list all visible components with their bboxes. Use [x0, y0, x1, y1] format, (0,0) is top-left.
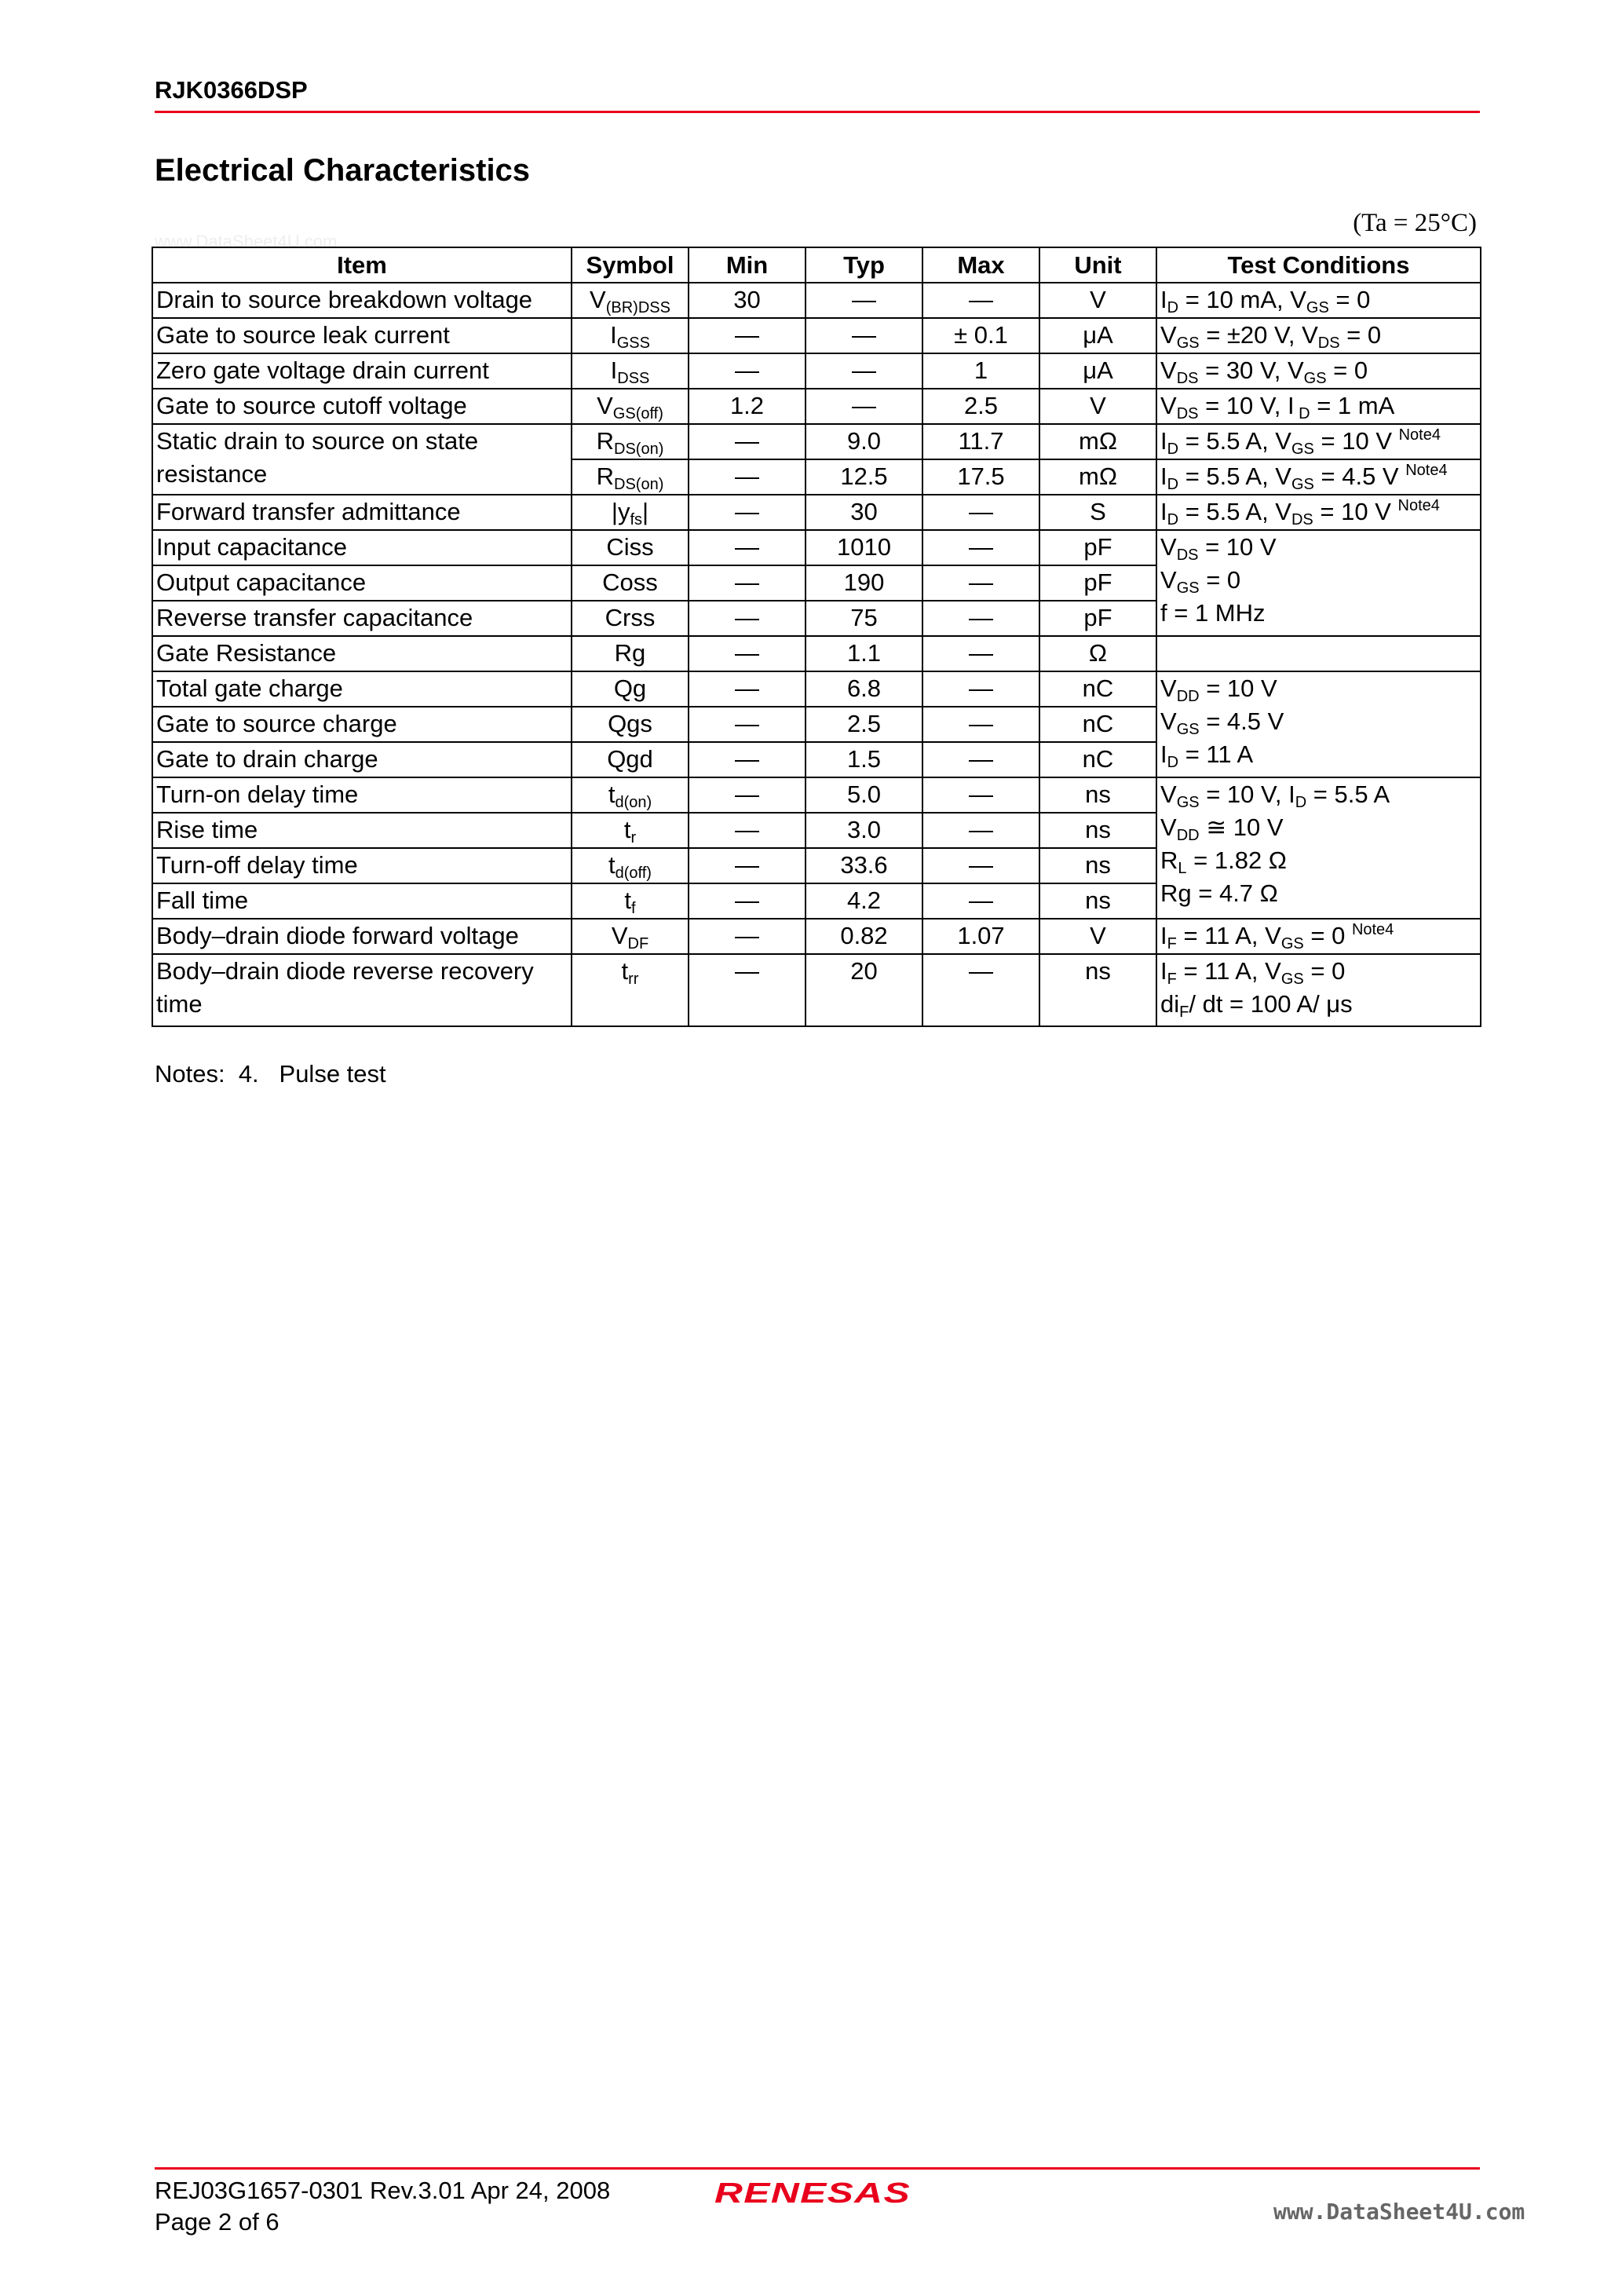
symbol-main: R	[596, 427, 615, 455]
header-rule	[155, 111, 1480, 113]
page-number: Page 2 of 6	[155, 2208, 279, 2236]
condition-line	[1160, 955, 1477, 988]
typ-cell: 3.0	[806, 813, 922, 848]
typ-cell: 12.5	[806, 459, 922, 495]
typ-cell: —	[806, 283, 922, 318]
column-header: Typ	[806, 247, 922, 283]
item-cell: Forward transfer admittance	[152, 495, 572, 530]
max-cell: —	[922, 530, 1039, 565]
min-cell: —	[689, 565, 806, 601]
typ-cell: —	[806, 318, 922, 353]
max-cell: —	[922, 777, 1039, 813]
condition-line	[1160, 564, 1477, 597]
max-cell: —	[922, 283, 1039, 318]
max-cell: —	[922, 707, 1039, 742]
symbol-main: I	[610, 356, 618, 384]
condition-subscript: D	[1167, 754, 1179, 771]
max-cell: —	[922, 565, 1039, 601]
condition-subscript: GS	[1306, 299, 1329, 316]
max-cell: —	[922, 636, 1039, 671]
unit-cell: μA	[1039, 353, 1156, 389]
condition-subscript: D	[1167, 299, 1179, 316]
site-watermark: www.DataSheet4U.com	[1273, 2199, 1525, 2225]
condition-text: I	[1160, 498, 1167, 525]
test-condition-cell	[1156, 530, 1481, 636]
condition-text: ≅ 10 V	[1199, 813, 1284, 841]
typ-cell: 2.5	[806, 707, 922, 742]
condition-text: I	[1160, 462, 1167, 490]
condition-text: = 30 V, V	[1198, 356, 1304, 384]
test-condition-cell	[1156, 671, 1481, 777]
condition-text: = 10 V	[1198, 533, 1277, 561]
min-cell: 30	[689, 283, 806, 318]
condition-subscript: GS	[1176, 335, 1200, 352]
symbol-cell	[572, 742, 689, 777]
min-cell: —	[689, 883, 806, 919]
condition-text: / dt = 100 A/ μs	[1189, 990, 1353, 1018]
condition-text: I	[1160, 740, 1167, 768]
condition-text: V	[1160, 392, 1177, 419]
symbol-main: Ciss	[606, 533, 654, 561]
unit-cell: mΩ	[1039, 424, 1156, 459]
max-cell: 2.5	[922, 389, 1039, 424]
symbol-main: Qgs	[608, 710, 652, 737]
test-condition-cell	[1156, 424, 1481, 459]
unit-cell: V	[1039, 919, 1156, 954]
max-cell: 1	[922, 353, 1039, 389]
condition-note-ref: Note4	[1351, 921, 1394, 938]
symbol-main: Qg	[613, 675, 647, 702]
condition-text: = 1.82 Ω	[1186, 846, 1287, 874]
symbol-main: Crss	[605, 604, 656, 631]
column-header: Min	[689, 247, 806, 283]
test-condition-cell	[1156, 283, 1481, 318]
renesas-logo	[714, 2177, 919, 2213]
condition-subscript: F	[1167, 935, 1177, 952]
condition-text: R	[1160, 846, 1178, 874]
symbol-cell	[572, 318, 689, 353]
unit-cell: μA	[1039, 318, 1156, 353]
condition-subscript: D	[1294, 405, 1310, 422]
condition-text: = 4.5 V	[1199, 707, 1284, 735]
typ-cell: 1.1	[806, 636, 922, 671]
condition-text: = 10 V, I	[1198, 392, 1295, 419]
condition-subscript: DS	[1317, 335, 1340, 352]
condition-text: = 0	[1326, 356, 1368, 384]
test-condition-cell	[1156, 389, 1481, 424]
unit-cell: pF	[1039, 601, 1156, 636]
unit-cell: nC	[1039, 707, 1156, 742]
typ-cell: 0.82	[806, 919, 922, 954]
max-cell: 11.7	[922, 424, 1039, 459]
unit-cell: ns	[1039, 883, 1156, 919]
condition-subscript: GS	[1303, 370, 1327, 387]
condition-line	[1160, 778, 1477, 811]
symbol-main: Coss	[602, 569, 658, 596]
condition-line	[1160, 672, 1477, 705]
symbol-subscript: (BR)DSS	[605, 299, 670, 316]
condition-text: = 0	[1328, 286, 1371, 313]
watermark: www.DataSheet4U.com	[155, 232, 338, 251]
condition-text: = 11 A, V	[1176, 922, 1281, 949]
condition-text: di	[1160, 990, 1180, 1018]
condition-text: = 4.5 V	[1313, 462, 1406, 490]
condition-subscript: DS	[1176, 547, 1199, 564]
unit-cell: nC	[1039, 742, 1156, 777]
item-cell: Rise time	[152, 813, 572, 848]
symbol-cell	[572, 389, 689, 424]
unit-cell: ns	[1039, 848, 1156, 883]
symbol-cell	[572, 883, 689, 919]
symbol-subscript: DS(on)	[614, 441, 664, 458]
column-header: Max	[922, 247, 1039, 283]
symbol-subscript: d(on)	[615, 794, 652, 811]
condition-subscript: L	[1178, 860, 1187, 877]
symbol-cell	[572, 813, 689, 848]
table-header-row	[152, 247, 1481, 283]
min-cell: —	[689, 919, 806, 954]
table-row	[152, 495, 1481, 530]
max-cell: —	[922, 671, 1039, 707]
column-header: Item	[152, 247, 572, 283]
symbol-cell	[572, 671, 689, 707]
test-condition-cell	[1156, 777, 1481, 919]
condition-text: f = 1 MHz	[1160, 599, 1266, 627]
condition-line	[1160, 988, 1477, 1021]
condition-subscript: DS	[1291, 511, 1313, 528]
symbol-main: Qgd	[607, 745, 653, 773]
condition-line	[1160, 531, 1477, 564]
unit-cell: nC	[1039, 671, 1156, 707]
unit-cell: mΩ	[1039, 459, 1156, 495]
table-row	[152, 530, 1481, 565]
column-header: Test Conditions	[1156, 247, 1481, 283]
min-cell: —	[689, 318, 806, 353]
condition-subscript: D	[1167, 476, 1179, 493]
document-number: REJ03G1657-0301 Rev.3.01 Apr 24, 2008	[155, 2177, 611, 2204]
condition-text: = 10 V, I	[1199, 781, 1295, 808]
condition-text: = 0	[1303, 957, 1346, 985]
notes: Notes: 4. Pulse test	[155, 1060, 386, 1088]
condition-text: V	[1160, 566, 1177, 594]
min-cell: —	[689, 848, 806, 883]
symbol-main: R	[596, 462, 615, 490]
test-condition-cell	[1156, 495, 1481, 530]
min-cell: —	[689, 813, 806, 848]
item-cell: Total gate charge	[152, 671, 572, 707]
item-cell: Reverse transfer capacitance	[152, 601, 572, 636]
unit-cell: V	[1039, 283, 1156, 318]
condition-note-ref: Note4	[1397, 497, 1440, 514]
condition-subscript: GS	[1176, 721, 1200, 738]
condition-subscript: D	[1167, 511, 1179, 528]
condition-line	[1160, 877, 1477, 910]
unit-cell: S	[1039, 495, 1156, 530]
max-cell: 1.07	[922, 919, 1039, 954]
max-cell: —	[922, 601, 1039, 636]
max-cell: —	[922, 742, 1039, 777]
symbol-subscript: DF	[627, 935, 649, 952]
typ-cell: 1.5	[806, 742, 922, 777]
symbol-main: t	[621, 957, 629, 985]
condition-text: = 11 A, V	[1176, 957, 1281, 985]
symbol-subscript: d(off)	[615, 865, 652, 882]
table-row	[152, 919, 1481, 954]
condition-text: = 10 V	[1313, 498, 1398, 525]
typ-cell: —	[806, 353, 922, 389]
typ-cell: 20	[806, 954, 922, 1026]
unit-cell: V	[1039, 389, 1156, 424]
symbol-main: t	[608, 781, 616, 808]
condition-note-ref: Note4	[1398, 426, 1441, 444]
symbol-cell	[572, 283, 689, 318]
min-cell: —	[689, 459, 806, 495]
typ-cell: 1010	[806, 530, 922, 565]
typ-cell: 4.2	[806, 883, 922, 919]
condition-text: V	[1160, 813, 1177, 841]
ambient-temperature-note: (Ta = 25°C)	[1353, 209, 1477, 237]
min-cell: —	[689, 601, 806, 636]
symbol-subscript: GS(off)	[612, 405, 663, 422]
table-row	[152, 636, 1481, 671]
section-title: Electrical Characteristics	[155, 153, 531, 188]
condition-text: V	[1160, 707, 1177, 735]
condition-text: = 0	[1199, 566, 1241, 594]
table-row	[152, 954, 1481, 1026]
typ-cell: 6.8	[806, 671, 922, 707]
min-cell: —	[689, 636, 806, 671]
test-condition-cell	[1156, 459, 1481, 495]
condition-text: = 5.5 A, V	[1178, 498, 1291, 525]
condition-text: I	[1160, 286, 1167, 313]
condition-line	[1160, 844, 1477, 877]
condition-text: I	[1160, 957, 1167, 985]
symbol-cell	[572, 565, 689, 601]
min-cell: 1.2	[689, 389, 806, 424]
condition-text: = 5.5 A	[1306, 781, 1390, 808]
item-cell: Turn-off delay time	[152, 848, 572, 883]
max-cell: —	[922, 883, 1039, 919]
condition-subscript: D	[1295, 794, 1307, 811]
item-cell: Body–drain diode reverse recovery time	[152, 954, 572, 1026]
condition-text: I	[1160, 922, 1167, 949]
condition-text: = ±20 V, V	[1199, 321, 1318, 349]
condition-subscript: D	[1167, 441, 1179, 458]
table-row	[152, 777, 1481, 813]
condition-subscript: DD	[1176, 827, 1200, 844]
item-cell: Zero gate voltage drain current	[152, 353, 572, 389]
min-cell: —	[689, 671, 806, 707]
item-cell: Gate to source leak current	[152, 318, 572, 353]
symbol-cell	[572, 424, 689, 459]
unit-cell: ns	[1039, 954, 1156, 1026]
condition-text: = 5.5 A, V	[1178, 427, 1291, 455]
symbol-main: t	[608, 851, 616, 879]
item-cell: Gate to source charge	[152, 707, 572, 742]
typ-cell: 33.6	[806, 848, 922, 883]
unit-cell: pF	[1039, 565, 1156, 601]
test-condition-cell	[1156, 954, 1481, 1026]
condition-subscript: F	[1179, 1004, 1189, 1021]
unit-cell: Ω	[1039, 636, 1156, 671]
min-cell: —	[689, 495, 806, 530]
condition-subscript: GS	[1280, 971, 1304, 988]
symbol-main: t	[624, 887, 632, 914]
symbol-cell	[572, 848, 689, 883]
symbol-cell	[572, 601, 689, 636]
condition-line	[1160, 738, 1477, 771]
min-cell: —	[689, 707, 806, 742]
symbol-subscript: GSS	[616, 335, 650, 352]
condition-text: V	[1160, 675, 1177, 702]
min-cell: —	[689, 424, 806, 459]
symbol-cell	[572, 707, 689, 742]
condition-text: = 10 V	[1313, 427, 1399, 455]
condition-text: = 5.5 A, V	[1178, 462, 1291, 490]
test-condition-cell	[1156, 318, 1481, 353]
symbol-subscript: f	[631, 900, 636, 917]
symbol-cell	[572, 636, 689, 671]
condition-subscript: GS	[1291, 476, 1314, 493]
symbol-subscript: fs	[630, 511, 643, 528]
condition-text: = 11 A	[1178, 740, 1254, 768]
typ-cell: 75	[806, 601, 922, 636]
symbol-cell	[572, 919, 689, 954]
condition-subscript: DS	[1176, 405, 1199, 422]
item-cell: Static drain to source on state resistance	[152, 424, 572, 495]
item-cell: Input capacitance	[152, 530, 572, 565]
table-row	[152, 353, 1481, 389]
max-cell: —	[922, 813, 1039, 848]
symbol-cell	[572, 530, 689, 565]
condition-text: = 0	[1303, 922, 1352, 949]
item-cell: Gate to drain charge	[152, 742, 572, 777]
item-cell: Body–drain diode forward voltage	[152, 919, 572, 954]
typ-cell: 190	[806, 565, 922, 601]
item-cell: Fall time	[152, 883, 572, 919]
condition-line	[1160, 811, 1477, 844]
symbol-cell	[572, 459, 689, 495]
condition-subscript: GS	[1176, 794, 1200, 811]
item-cell: Gate to source cutoff voltage	[152, 389, 572, 424]
condition-text: V	[1160, 533, 1177, 561]
unit-cell: pF	[1039, 530, 1156, 565]
footer-rule	[155, 2167, 1480, 2170]
test-condition-cell	[1156, 919, 1481, 954]
max-cell: ± 0.1	[922, 318, 1039, 353]
table-row	[152, 318, 1481, 353]
typ-cell: 5.0	[806, 777, 922, 813]
logo-text: RENESAS	[714, 2177, 911, 2209]
condition-line	[1160, 705, 1477, 738]
condition-subscript: F	[1167, 971, 1177, 988]
condition-text: I	[1160, 427, 1167, 455]
condition-note-ref: Note4	[1405, 462, 1448, 479]
electrical-characteristics-table	[152, 247, 1481, 1027]
part-number: RJK0366DSP	[155, 76, 308, 104]
condition-text: = 0	[1339, 321, 1382, 349]
symbol-main: V	[597, 392, 613, 419]
condition-line	[1160, 597, 1477, 630]
symbol-subscript: DS(on)	[614, 476, 664, 493]
item-cell: Gate Resistance	[152, 636, 572, 671]
column-header: Unit	[1039, 247, 1156, 283]
symbol-cell	[572, 954, 689, 1026]
item-cell: Output capacitance	[152, 565, 572, 601]
symbol-subscript: r	[630, 829, 637, 846]
condition-text: V	[1160, 356, 1177, 384]
test-condition-cell	[1156, 636, 1481, 671]
max-cell: —	[922, 848, 1039, 883]
symbol-suffix: |	[642, 498, 649, 525]
min-cell: —	[689, 777, 806, 813]
symbol-main: V	[590, 286, 606, 313]
typ-cell: 9.0	[806, 424, 922, 459]
min-cell: —	[689, 530, 806, 565]
condition-subscript: GS	[1176, 579, 1200, 597]
condition-text: Rg = 4.7 Ω	[1160, 879, 1278, 907]
unit-cell: ns	[1039, 813, 1156, 848]
column-header: Symbol	[572, 247, 689, 283]
symbol-main: |y	[611, 498, 630, 525]
symbol-cell	[572, 495, 689, 530]
unit-cell: ns	[1039, 777, 1156, 813]
max-cell: —	[922, 495, 1039, 530]
condition-subscript: DD	[1176, 688, 1200, 705]
symbol-main: Rg	[614, 639, 646, 667]
condition-text: = 10 mA, V	[1178, 286, 1306, 313]
condition-text: V	[1160, 781, 1177, 808]
condition-subscript: DS	[1176, 370, 1199, 387]
table-row	[152, 389, 1481, 424]
condition-subscript: GS	[1280, 935, 1304, 952]
typ-cell: —	[806, 389, 922, 424]
test-condition-cell	[1156, 353, 1481, 389]
table-row	[152, 671, 1481, 707]
max-cell: 17.5	[922, 459, 1039, 495]
max-cell: —	[922, 954, 1039, 1026]
symbol-subscript: rr	[628, 971, 639, 988]
symbol-main: V	[611, 922, 628, 949]
symbol-main: I	[610, 321, 617, 349]
condition-text: = 10 V	[1199, 675, 1277, 702]
min-cell: —	[689, 742, 806, 777]
symbol-cell	[572, 777, 689, 813]
symbol-main: t	[623, 816, 631, 843]
table-row	[152, 283, 1481, 318]
item-cell: Turn-on delay time	[152, 777, 572, 813]
condition-text: = 1 mA	[1310, 392, 1395, 419]
condition-subscript: GS	[1291, 441, 1314, 458]
table-row	[152, 424, 1481, 459]
symbol-subscript: DSS	[617, 370, 650, 387]
symbol-cell	[572, 353, 689, 389]
condition-text: V	[1160, 321, 1177, 349]
item-cell: Drain to source breakdown voltage	[152, 283, 572, 318]
min-cell: —	[689, 954, 806, 1026]
typ-cell: 30	[806, 495, 922, 530]
min-cell: —	[689, 353, 806, 389]
